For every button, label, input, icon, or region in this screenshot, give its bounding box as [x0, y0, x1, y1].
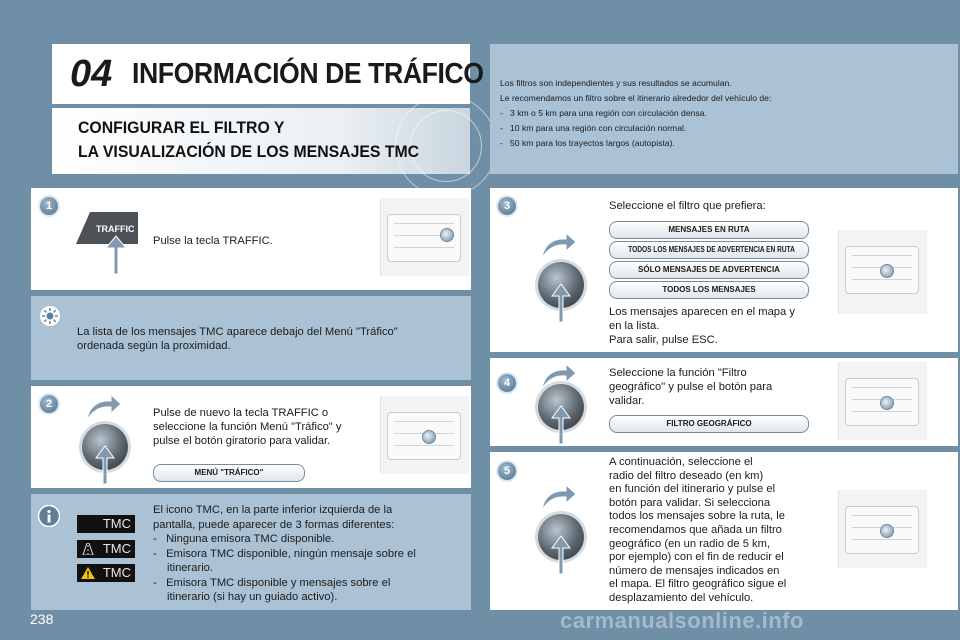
info-item-3-cont: itinerario (si hay un guiado activo).	[167, 591, 338, 603]
info-item-2: - Emisora TMC disponible, ningún mensaje sobre el	[153, 547, 416, 560]
radio-rotary-knob	[880, 396, 894, 410]
traffic-key-icon	[68, 206, 140, 276]
step-5-line: número de mensajes indicados en	[609, 564, 780, 577]
step-5-line: el mapa. El filtro geográfico sigue el	[609, 578, 787, 591]
step-1-text: Pulse la tecla TRAFFIC.	[153, 235, 273, 247]
step-2-line-2: seleccione la función Menú "Tráfico" y	[153, 421, 342, 433]
up-arrow-icon	[550, 282, 572, 322]
step-5-line: desplazamiento del vehículo.	[609, 591, 754, 604]
chapter-number: 04	[70, 53, 113, 95]
intro-bullet-1: - 3 km o 5 km para una región con circulación densa.	[500, 108, 707, 118]
radio-button-row	[852, 411, 912, 417]
radio-rotary-knob	[422, 430, 436, 444]
step-5-line: A continuación, seleccione el	[609, 456, 753, 468]
chapter-title: INFORMACIÓN DE TRÁFICO	[132, 58, 484, 90]
info-item-1: - Ninguna emisora TMC disponible.	[153, 533, 335, 545]
radio-button-row	[852, 255, 912, 261]
section-subtitle	[78, 116, 419, 164]
radio-thumbnail-5	[838, 490, 927, 568]
step-3-text: Seleccione el filtro que prefiera:	[609, 200, 766, 212]
option-filtro-geografico[interactable]: FILTRO GEOGRÁFICO	[609, 415, 809, 433]
step-4-line-3: validar.	[609, 395, 645, 407]
step-3-after-line-2: en la lista.	[609, 320, 660, 332]
up-arrow-icon	[94, 444, 116, 484]
intro-line-2: Le recomendamos un filtro sobre el itinerario alrededor del vehículo de:	[500, 93, 772, 103]
step-3-after-line-1: Los mensajes aparecen en el mapa y	[609, 306, 795, 318]
step-1-badge: 1	[40, 197, 58, 215]
step-5-line: geográfico (en un radio de 5 km,	[609, 537, 771, 550]
step-5-line: botón para validar. Si selecciona	[609, 496, 771, 509]
option-todos-los-mensajes[interactable]: TODOS LOS MENSAJES	[609, 281, 809, 299]
radio-face	[845, 246, 919, 294]
radio-button-row	[852, 279, 912, 285]
radio-face	[845, 378, 919, 426]
step-2-badge: 2	[40, 395, 58, 413]
radio-button-row	[394, 445, 454, 451]
step-5-line: en función del itinerario y pulse el	[609, 483, 776, 496]
step-4-line-1: Seleccione la función "Filtro	[609, 367, 747, 379]
intro-bullet-3: - 50 km para los trayectos largos (autopista).	[500, 138, 675, 148]
radio-button-row	[394, 421, 454, 427]
radio-thumbnail-1	[380, 198, 469, 276]
intro-text	[500, 76, 920, 151]
info-line-2: pantalla, puede aparecer de 3 formas diferentes:	[153, 518, 395, 531]
info-item-3: - Emisora TMC disponible y mensajes sobre el	[153, 576, 391, 589]
radio-button-row	[852, 387, 912, 393]
step-5-line: todos los mensajes sobre la ruta, le	[609, 510, 785, 523]
tip-text	[77, 325, 462, 353]
tmc-icon-messages: TMC	[77, 564, 135, 582]
radio-button-row	[394, 247, 454, 253]
intro-line-1: Los filtros son independientes y sus resultados se acumulan.	[500, 78, 732, 88]
tip-line-1: La lista de los mensajes TMC aparece debajo del Menú "Tráfico"	[77, 326, 398, 338]
step-3-badge: 3	[498, 197, 516, 215]
step-5-line: recomendamos que añada un filtro	[609, 523, 782, 536]
radio-thumbnail-2	[380, 396, 469, 474]
step-4-text	[609, 366, 829, 408]
radio-face	[387, 412, 461, 460]
info-line-1: El icono TMC, en la parte inferior izquierda de la	[153, 504, 393, 516]
intro-bullet-2: - 10 km para una región con circulación normal.	[500, 123, 687, 133]
rotate-arrow-icon	[83, 392, 123, 422]
radio-rotary-knob	[880, 264, 894, 278]
step-5-badge: 5	[498, 462, 516, 480]
tmc-icon-none: TMC	[77, 515, 135, 533]
radio-thumbnail-4	[838, 362, 927, 440]
up-arrow-icon	[550, 404, 572, 444]
step-4-badge: 4	[498, 374, 516, 392]
radio-face	[387, 214, 461, 262]
menu-trafico-button[interactable]: MENÚ "TRÁFICO"	[153, 464, 305, 482]
info-text	[153, 503, 463, 605]
traffic-key-label: TRAFFIC	[96, 224, 135, 234]
watermark: carmanualsonline.info	[560, 608, 804, 633]
option-solo-advertencia[interactable]: SÓLO MENSAJES DE ADVERTENCIA	[609, 261, 809, 279]
sun-tip-icon	[39, 305, 61, 327]
tip-line-2: ordenada según la proximidad.	[77, 340, 231, 352]
info-icon	[38, 505, 60, 527]
step-3-after-text	[609, 305, 829, 347]
radio-traffic-button	[440, 228, 454, 242]
step-2-line-1: Pulse de nuevo la tecla TRAFFIC o	[153, 407, 329, 419]
option-todos-advertencia-en-ruta[interactable]: TODOS LOS MENSAJES DE ADVERTENCIA EN RUTA	[609, 241, 809, 259]
rotate-arrow-icon	[538, 230, 578, 260]
step-5-line: radio del filtro deseado (en km)	[609, 469, 764, 482]
subtitle-line-2: LA VISUALIZACIÓN DE LOS MENSAJES TMC	[78, 142, 420, 161]
step-2-line-3: pulse el botón giratorio para validar.	[153, 435, 331, 447]
tmc-icon-no-messages: TMC	[77, 540, 135, 558]
radio-face	[845, 506, 919, 554]
page-number: 238	[30, 611, 54, 627]
step-3-after-line-3: Para salir, pulse ESC.	[609, 334, 718, 346]
step-4-line-2: geográfico" y pulse el botón para	[609, 381, 773, 393]
up-arrow-icon	[550, 534, 572, 574]
road-icon	[81, 543, 95, 555]
radio-rotary-knob	[880, 524, 894, 538]
radio-button-row	[852, 515, 912, 521]
subtitle-line-1: CONFIGURAR EL FILTRO Y	[78, 118, 285, 137]
info-item-2-cont: itinerario.	[167, 562, 214, 574]
warning-icon	[81, 567, 95, 579]
step-2-text	[153, 406, 378, 448]
rotate-arrow-icon	[538, 482, 578, 512]
step-5-text	[609, 456, 831, 606]
radio-thumbnail-3	[838, 230, 927, 314]
option-mensajes-en-ruta[interactable]: MENSAJES EN RUTA	[609, 221, 809, 239]
radio-button-row	[852, 539, 912, 545]
step-5-line: por ejemplo) con el fin de reducir el	[609, 551, 784, 564]
